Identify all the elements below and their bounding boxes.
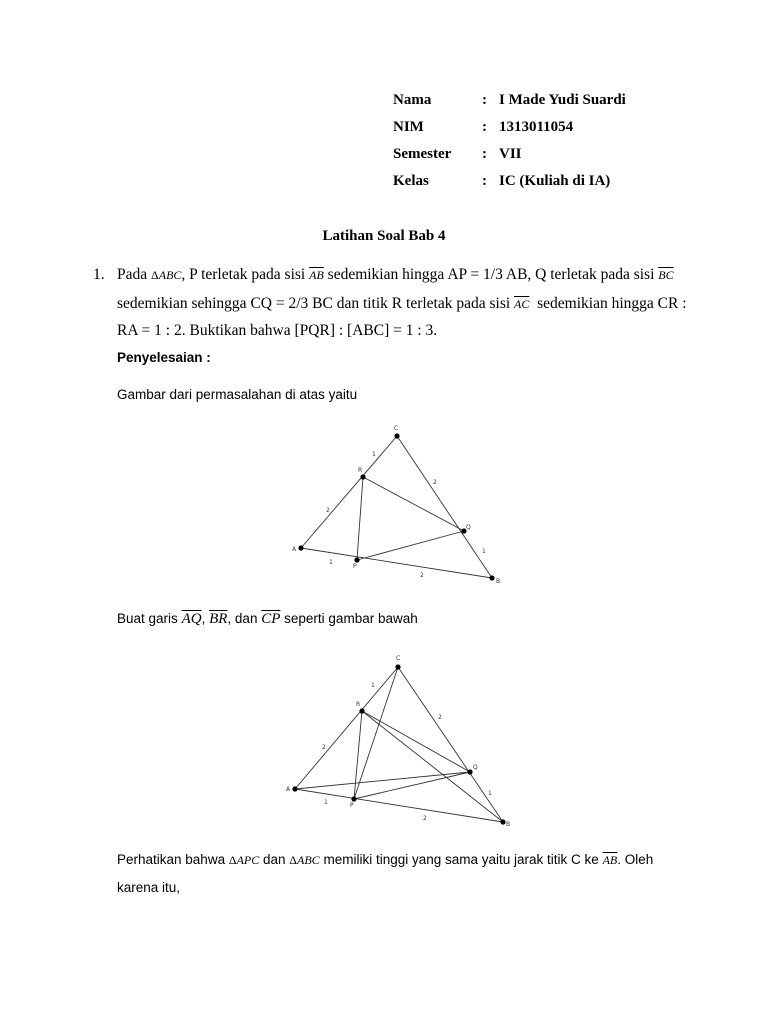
problem-number: 1. xyxy=(93,266,105,283)
length-label-ra: 2 xyxy=(326,507,330,514)
info-value-nama: I Made Yudi Suardi xyxy=(499,92,626,108)
info-separator: : xyxy=(482,146,487,162)
info-row-kelas xyxy=(0,173,768,193)
instruction-text: , xyxy=(201,611,206,626)
observation-text: dan xyxy=(263,852,286,867)
length-label-ap: 1 xyxy=(329,559,333,566)
length-label-cq: 2 xyxy=(438,714,442,721)
segment-ac: $\overline{AC}$ xyxy=(514,297,530,311)
point-a xyxy=(298,545,303,550)
info-row-semester xyxy=(0,146,768,166)
observation-text: memiliki tinggi yang sama yaitu jarak titik C ke xyxy=(323,852,599,867)
delta-symbol: Δ xyxy=(289,853,298,867)
segment-pq xyxy=(354,772,470,799)
observation-text: Perhatikan bahwa xyxy=(117,852,226,867)
triangle-name: APC xyxy=(236,853,260,867)
segment-bc: $\overline{BC}$ xyxy=(658,268,674,282)
segment-rp xyxy=(357,477,363,560)
side-ac xyxy=(295,667,398,789)
length-label-cr: 1 xyxy=(371,682,375,689)
info-separator: : xyxy=(482,92,487,108)
segment-cp: $\overline{CP}$ xyxy=(261,611,281,627)
problem-text: , P terletak pada sisi xyxy=(181,266,306,283)
label-q: Q xyxy=(466,524,471,531)
triangle-name: ABC xyxy=(158,268,182,282)
point-p xyxy=(351,796,356,801)
triangle-apc-expr xyxy=(229,853,259,867)
problem-text: sedemikian hingga CR : xyxy=(537,295,687,312)
info-value-kelas: IC (Kuliah di IA) xyxy=(499,173,611,189)
instruction-text: seperti gambar bawah xyxy=(284,611,418,626)
triangle-figure-1 xyxy=(285,420,515,590)
info-row-nim xyxy=(0,119,768,139)
segment-br: $\overline{BR}$ xyxy=(209,611,228,627)
label-p: P xyxy=(350,802,354,809)
length-label-cr: 1 xyxy=(372,451,376,458)
label-c: C xyxy=(394,425,399,432)
segment-rq xyxy=(362,711,470,772)
point-c xyxy=(394,433,399,438)
length-label-qb: 1 xyxy=(488,790,492,797)
point-q xyxy=(467,769,472,774)
problem-text: sedemikian sehingga CQ = 2/3 BC dan titik R terletak pada sisi xyxy=(117,295,511,312)
label-a: A xyxy=(292,546,297,553)
point-b xyxy=(489,575,494,580)
segment-pq xyxy=(357,531,464,560)
point-p xyxy=(354,557,359,562)
observation-line-2: karena itu, xyxy=(117,880,181,895)
triangle-abc-expr xyxy=(151,268,181,282)
label-b: B xyxy=(506,821,511,828)
label-r: R xyxy=(356,701,361,708)
info-label-semester: Semester xyxy=(393,146,452,162)
label-a: A xyxy=(286,786,291,793)
info-row-nama xyxy=(0,92,768,112)
problem-text: sedemikian hingga AP = 1/3 AB, Q terletak pada sisi xyxy=(327,266,655,283)
info-label-nama: Nama xyxy=(393,92,432,108)
length-label-qb: 1 xyxy=(482,548,486,555)
point-r xyxy=(360,474,365,479)
length-label-ap: 1 xyxy=(324,799,328,806)
problem-text: Pada xyxy=(117,266,148,283)
info-separator: : xyxy=(482,173,487,189)
length-label-pb: 2 xyxy=(423,815,427,822)
delta-symbol: Δ xyxy=(151,268,159,282)
point-c xyxy=(395,664,400,669)
line-aq xyxy=(295,772,470,789)
problem-line-3: RA = 1 : 2. Buktikan bahwa [PQR] : [ABC] = 1 : 3. xyxy=(117,322,438,339)
solution-heading: Penyelesaian : xyxy=(117,350,211,365)
label-p: P xyxy=(353,563,357,570)
segment-aq: $\overline{AQ}$ xyxy=(181,611,202,627)
segment-ab: $\overline{AB}$ xyxy=(309,268,324,282)
line-br xyxy=(362,711,503,822)
label-c: C xyxy=(396,655,401,662)
instruction-text: Buat garis xyxy=(117,611,178,626)
info-value-nim: 1313011054 xyxy=(499,119,574,135)
info-value-semester: VII xyxy=(499,146,522,162)
solution-intro: Gambar dari permasalahan di atas yaitu xyxy=(117,387,358,402)
side-cb xyxy=(398,667,503,822)
length-label-pb: 2 xyxy=(420,572,424,579)
instruction-text: , dan xyxy=(227,611,258,626)
document-title: Latihan Soal Bab 4 xyxy=(322,228,446,244)
triangle-abc-expr xyxy=(289,853,319,867)
observation-line-1 xyxy=(117,852,653,868)
segment-rq xyxy=(363,477,464,531)
label-q: Q xyxy=(473,764,478,771)
point-b xyxy=(500,819,505,824)
info-separator: : xyxy=(482,119,487,135)
length-label-cq: 2 xyxy=(433,479,437,486)
label-b: B xyxy=(496,578,501,585)
info-label-kelas: Kelas xyxy=(393,173,429,189)
triangle-figure-2 xyxy=(280,650,520,835)
problem-line-2 xyxy=(117,295,687,313)
problem-line-1 xyxy=(117,266,674,284)
side-ac xyxy=(301,436,397,548)
segment-ab: $\overline{AB}$ xyxy=(602,853,618,867)
observation-text: . Oleh xyxy=(617,852,654,867)
delta-symbol: Δ xyxy=(228,853,237,867)
info-label-nim: NIM xyxy=(393,119,424,135)
point-a xyxy=(292,786,297,791)
triangle-name: ABC xyxy=(297,853,320,867)
length-label-ra: 2 xyxy=(322,744,326,751)
construction-instruction xyxy=(117,611,418,628)
point-r xyxy=(359,708,364,713)
side-cb xyxy=(397,436,492,578)
label-r: R xyxy=(358,467,363,474)
